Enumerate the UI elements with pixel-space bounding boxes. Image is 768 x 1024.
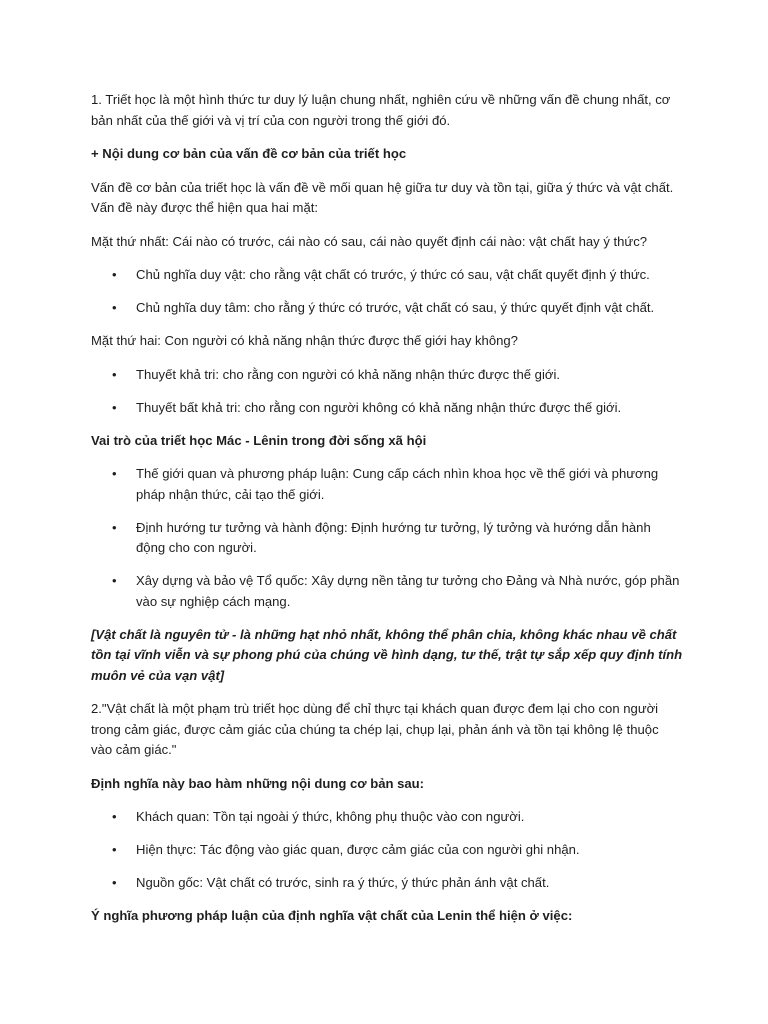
heading-methodological-meaning: Ý nghĩa phương pháp luận của định nghĩa vật chất của Lenin thể hiện ở việc: — [91, 908, 573, 923]
list-definition-content — [91, 807, 683, 894]
bullet-icon: • — [112, 875, 117, 890]
bullet-icon: • — [112, 366, 117, 382]
list-item — [91, 807, 683, 828]
bullet-icon: • — [112, 842, 117, 857]
list-item — [91, 571, 683, 612]
bullet-icon: • — [112, 300, 117, 315]
bullet-icon: • — [112, 466, 117, 481]
list-item — [91, 464, 683, 505]
heading-marxism-role: Vai trò của triết học Mác - Lênin trong đời sống xã hội — [91, 432, 427, 448]
list-item-text: Thuyết khả tri: cho rằng con người có khả năng nhận thức được thế giới. — [136, 366, 561, 382]
paragraph-philosophy-definition: 1. Triết học là một hình thức tư duy lý luận chung nhất, nghiên cứu về những vấn đề chung nhất, cơ bản nhất của thế giới và vị trí của con người trong thế giới đó. — [91, 92, 671, 128]
list-item-text: Hiện thực: Tác động vào giác quan, được cảm giác của con người ghi nhận. — [136, 842, 580, 857]
list-item — [91, 298, 683, 319]
list-first-aspect — [91, 265, 683, 319]
bullet-icon: • — [112, 267, 117, 282]
list-item — [91, 840, 683, 861]
paragraph-first-aspect: Mặt thứ nhất: Cái nào có trước, cái nào có sau, cái nào quyết định cái nào: vật chất hay ý thức? — [91, 233, 648, 249]
list-item-text: Chủ nghĩa duy tâm: cho rằng ý thức có trước, vật chất có sau, ý thức quyết định vật chất. — [136, 300, 655, 315]
list-item — [91, 265, 683, 286]
paragraph-basic-issue: Vấn đề cơ bản của triết học là vấn đề về mối quan hệ giữa tư duy và tồn tại, giữa ý thức và vật chất. Vấn đề này được thể hiện qua hai mặt: — [91, 179, 674, 215]
document-body — [91, 90, 683, 940]
bullet-icon: • — [112, 809, 117, 824]
list-item — [91, 518, 683, 559]
list-item-text: Khách quan: Tồn tại ngoài ý thức, không phụ thuộc vào con người. — [136, 809, 525, 824]
paragraph-second-aspect: Mặt thứ hai: Con người có khả năng nhận thức được thế giới hay không? — [91, 333, 518, 348]
list-item-text: Chủ nghĩa duy vật: cho rằng vật chất có trước, ý thức có sau, vật chất quyết định ý thức. — [136, 267, 650, 282]
list-item-text: Thuyết bất khả tri: cho rằng con người không có khả năng nhận thức được thế giới. — [136, 399, 622, 415]
list-item — [91, 398, 683, 419]
heading-basic-issue-content: + Nội dung cơ bản của vấn đề cơ bản của triết học — [91, 146, 407, 161]
list-marxism-role — [91, 464, 683, 612]
list-item-text: Nguồn gốc: Vật chất có trước, sinh ra ý thức, ý thức phản ánh vật chất. — [136, 875, 550, 890]
paragraph-matter-definition: 2."Vật chất là một phạm trù triết học dùng để chỉ thực tại khách quan được đem lại cho con người trong cảm giác, được cảm giác của chúng ta chép lại, chụp lại, phản ánh và tồn tại không lệ thuộc vào cảm giác." — [91, 701, 659, 757]
bullet-icon: • — [112, 399, 117, 415]
list-item — [91, 873, 683, 894]
list-second-aspect — [91, 365, 683, 419]
bullet-icon: • — [112, 519, 117, 535]
heading-definition-content: Định nghĩa này bao hàm những nội dung cơ bản sau: — [91, 775, 425, 791]
bullet-icon: • — [112, 573, 117, 588]
list-item-text: Định hướng tư tưởng và hành động: Định hướng tư tưởng, lý tưởng và hướng dẫn hành động cho con người. — [136, 519, 651, 555]
list-item-text: Thế giới quan và phương pháp luận: Cung cấp cách nhìn khoa học về thế giới và phương pháp nhận thức, cải tạo thế giới. — [136, 466, 659, 502]
list-item — [91, 365, 683, 386]
list-item-text: Xây dựng và bảo vệ Tổ quốc: Xây dựng nền tảng tư tưởng cho Đảng và Nhà nước, góp phần vào sự nghiệp cách mạng. — [136, 573, 680, 609]
quote-matter-atom: [Vật chất là nguyên tử - là những hạt nhỏ nhất, không thể phân chia, không khác nhau về chất tồn tại vĩnh viễn và sự phong phú của chúng về hình dạng, tư thế, trật tự sắp xếp quy định tính muôn vẻ của vạn vật] — [91, 626, 683, 683]
